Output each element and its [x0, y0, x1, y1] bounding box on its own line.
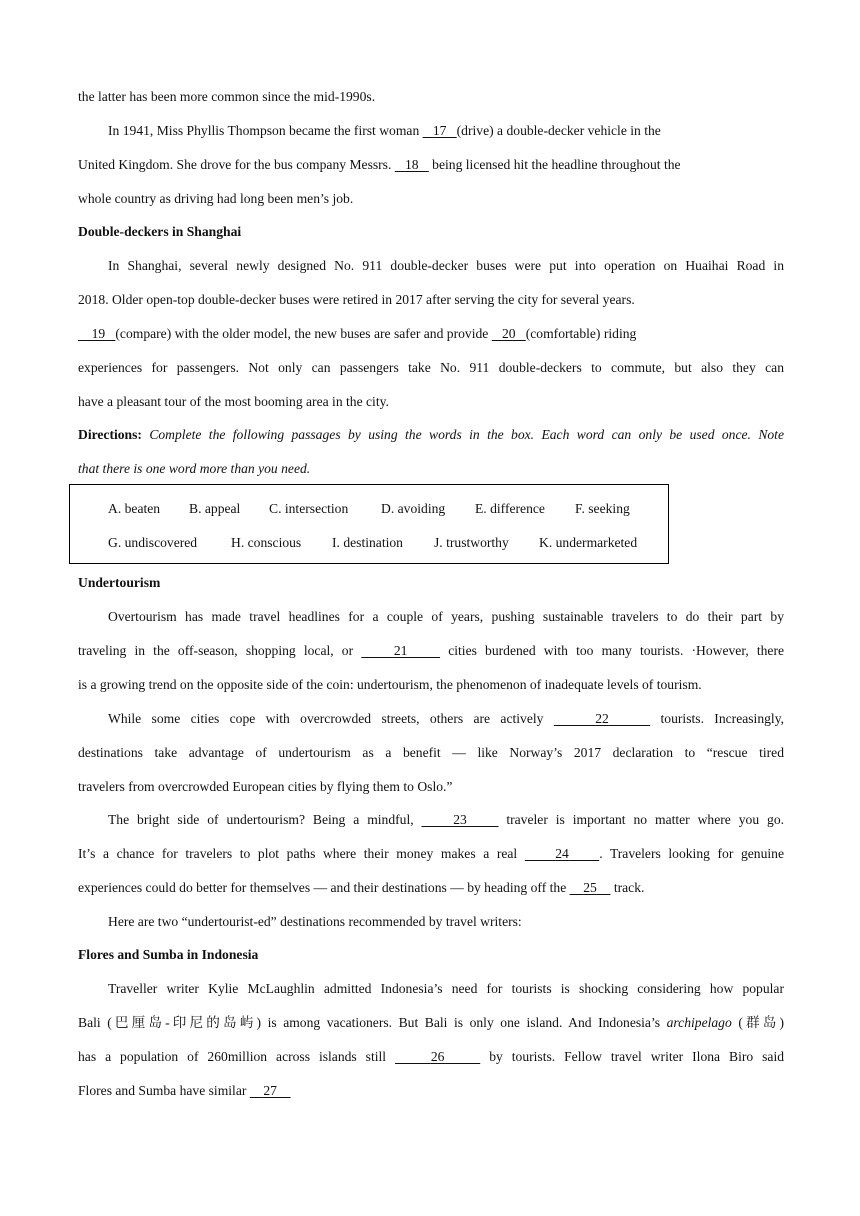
text: have a pleasant tour of the most booming area in the city. [78, 394, 389, 409]
text: the latter has been more common since the mid-1990s. [78, 89, 376, 104]
blank-23 [422, 812, 499, 827]
blank-19 [78, 326, 115, 341]
section-heading [78, 215, 784, 249]
word-option: E. difference [475, 501, 545, 516]
word-bank-row [108, 494, 648, 524]
text: Here are two “undertourist-ed” destinations recommended by travel writers: [108, 914, 522, 929]
paragraph-line [78, 385, 784, 419]
text: has a population of 260million across islands still [78, 1049, 396, 1064]
blank-number: 25 [583, 880, 597, 895]
paragraph-line [108, 803, 784, 837]
word-option: K. undermarketed [539, 535, 638, 550]
paragraph-line [78, 1074, 784, 1108]
text: experiences for passengers. Not only can passengers take No. 911 double-deckers to commute, but also they can [78, 360, 784, 375]
section-heading [78, 938, 784, 972]
word-option: B. appeal [189, 501, 241, 516]
text: by tourists. Fellow travel writer Ilona Biro said [480, 1049, 784, 1064]
section-heading [78, 566, 784, 600]
text: (comfortable) riding [525, 326, 637, 341]
text: being licensed hit the headline throughout the [428, 157, 681, 172]
paragraph-line [78, 1040, 784, 1074]
directions-text: Complete the following passages by using the words in the box. Each word can only be used once. Note [141, 427, 784, 442]
text: 2018. Older open-top double-decker buses were retired in 2017 after serving the city for several years. [78, 292, 635, 307]
blank-number: 17 [432, 123, 447, 138]
text: (群岛) [731, 1015, 784, 1030]
text: United Kingdom. She drove for the bus company Messrs. [78, 157, 395, 172]
word-bank-box [69, 484, 669, 564]
text: Overtourism has made travel headlines for a couple of years, pushing sustainable travelers to do their part by [108, 609, 784, 624]
text: whole country as driving had long been men’s job. [78, 191, 354, 206]
text: tourists. Increasingly, [650, 711, 784, 726]
word-option: H. conscious [231, 535, 302, 550]
directions-text: that there is one word more than you need. [78, 461, 311, 476]
directions-line [78, 418, 784, 452]
paragraph-line [78, 668, 784, 702]
word-bank-row [108, 528, 648, 558]
text: destinations take advantage of undertourism as a benefit — like Norway’s 2017 declaration to “rescue tired [78, 745, 784, 760]
paragraph-line [78, 1006, 784, 1040]
word-option: J. trustworthy [434, 535, 509, 550]
paragraph-line [78, 351, 784, 385]
word-option: A. beaten [108, 501, 161, 516]
paragraph-line [78, 837, 784, 871]
blank-number: 26 [430, 1049, 445, 1064]
paragraph-line [78, 317, 784, 351]
text: (drive) a double-decker vehicle in the [456, 123, 661, 138]
word-option: G. undiscovered [108, 535, 198, 550]
blank-number: 23 [453, 812, 467, 827]
paragraph-line [78, 182, 784, 216]
blank-25 [570, 880, 611, 895]
paragraph-line [78, 148, 784, 182]
text: (compare) with the older model, the new buses are safer and provide [115, 326, 492, 341]
word-option: C. intersection [269, 501, 349, 516]
text: track. [610, 880, 645, 895]
blank-22 [554, 711, 650, 726]
text: . Travelers looking for genuine [599, 846, 784, 861]
heading-text: Undertourism [78, 575, 161, 590]
blank-number: 20 [501, 326, 516, 341]
blank-number: 27 [263, 1083, 277, 1098]
blank-17 [423, 123, 457, 138]
word-option: D. avoiding [381, 501, 446, 516]
text: cities burdened with too many tourists. ·However, there [440, 643, 784, 658]
blank-number: 22 [595, 711, 609, 726]
paragraph-line [78, 770, 784, 804]
paragraph-line [78, 871, 784, 905]
blank-21 [361, 643, 440, 658]
blank-26 [395, 1049, 480, 1064]
text: While some cities cope with overcrowded streets, others are actively [108, 711, 554, 726]
paragraph-line [108, 249, 784, 283]
text: traveling in the off-season, shopping local, or [78, 643, 362, 658]
paragraph-line [108, 600, 784, 634]
directions-line [78, 452, 784, 486]
blank-18 [395, 157, 429, 172]
blank-number: 21 [393, 643, 408, 658]
paragraph-line [78, 736, 784, 770]
blank-20 [492, 326, 526, 341]
heading-text: Double-deckers in Shanghai [78, 224, 242, 239]
blank-number: 24 [555, 846, 569, 861]
text: In 1941, Miss Phyllis Thompson became the first woman [108, 123, 423, 138]
text-italic: archipelago [666, 1015, 732, 1030]
text: travelers from overcrowded European cities by flying them to Oslo.” [78, 779, 453, 794]
paragraph-line [108, 905, 784, 939]
directions-label: Directions: [78, 427, 142, 442]
text: Flores and Sumba have similar [78, 1083, 250, 1098]
blank-27 [250, 1083, 291, 1098]
paragraph-line [108, 972, 784, 1006]
text: traveler is important no matter where you go. [498, 812, 784, 827]
paragraph-line [78, 634, 784, 668]
text: The bright side of undertourism? Being a mindful, [108, 812, 422, 827]
text: Traveller writer Kylie McLaughlin admitted Indonesia’s need for tourists is shocking considering how popular [108, 981, 784, 996]
word-option: F. seeking [575, 501, 630, 516]
text: Bali (巴厘岛-印尼的岛屿) is among vacationers. But Bali is only one island. And Indonesia’s [78, 1015, 667, 1030]
paragraph-line [108, 114, 784, 148]
word-option: I. destination [332, 535, 403, 550]
blank-24 [525, 846, 599, 861]
text: It’s a chance for travelers to plot paths where their money makes a real [78, 846, 525, 861]
blank-number: 18 [404, 157, 419, 172]
paragraph-line [78, 80, 784, 114]
text: In Shanghai, several newly designed No. 911 double-decker buses were put into operation on Huaihai Road in [108, 258, 784, 273]
paragraph-line [78, 283, 784, 317]
blank-number: 19 [91, 326, 106, 341]
text: experiences could do better for themselves — and their destinations — by heading off the [78, 880, 570, 895]
paragraph-line [108, 702, 784, 736]
heading-text: Flores and Sumba in Indonesia [78, 947, 259, 962]
text: is a growing trend on the opposite side of the coin: undertourism, the phenomenon of inadequate levels of tourism. [78, 677, 702, 692]
